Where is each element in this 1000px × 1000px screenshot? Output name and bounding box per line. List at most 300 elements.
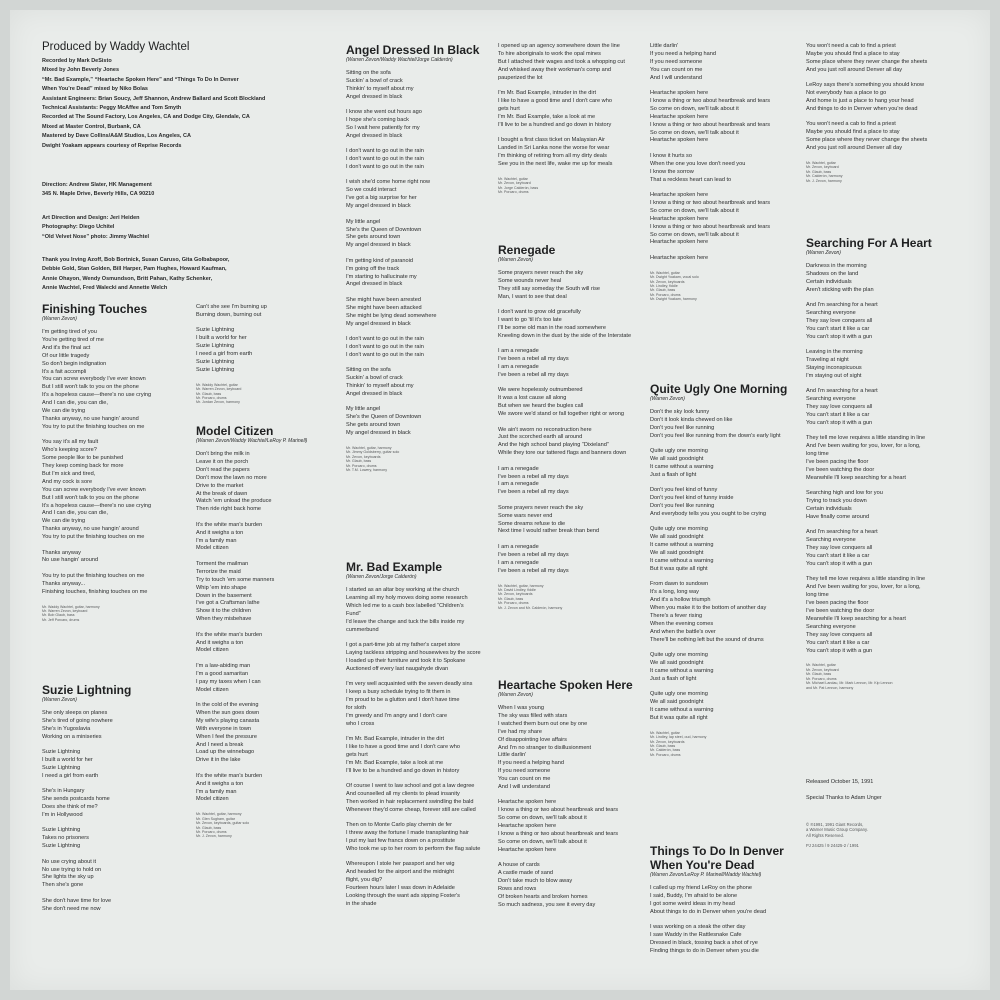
stanza-break — [650, 185, 800, 193]
lyric-line: Suzie Lightning — [196, 327, 235, 334]
lyric-line: Heartache spoken here — [498, 823, 557, 830]
lyric-line: Searching everyone — [806, 623, 856, 630]
lyric-line: Whenever they'd come cheap, forever still are called — [346, 806, 476, 813]
stanza-break — [42, 781, 172, 789]
lyric-line: It's a fait accompli — [42, 368, 87, 375]
credit-line: Thank you Irving Azoff, Bob Bortnick, Susan Caruso, Gita Golbabapoor, — [42, 257, 230, 263]
lyric-line: I know a thing or two about heartbreak and tears — [650, 223, 771, 230]
lyric-line: Meanwhile I'll keep searching for a heart — [806, 474, 906, 481]
lyric-line: Meanwhile I'll keep searching for a heart — [806, 615, 906, 622]
lyric-line: Then worked in hair replacement swindling the bald — [346, 798, 474, 805]
lyric-line: I am a renegade — [498, 465, 539, 472]
stanza-break — [806, 483, 976, 491]
lyric-line: Some prayers never reach the sky — [498, 504, 584, 511]
lyric-line: Some wounds never heal — [498, 277, 562, 284]
song-mr-bad-example — [346, 560, 496, 909]
musician-credit: Mr. Glaub, bass — [196, 391, 222, 396]
lyric-line: Model citizen — [196, 796, 229, 803]
lyric-line: Then ride right back home — [196, 506, 261, 513]
lyric-line: My angel dressed in black — [346, 430, 411, 437]
lyric-line: Down in the basement — [196, 592, 252, 599]
lyric-line: Little darlin' — [650, 43, 679, 49]
lyric-line: And it weighs a ton — [196, 780, 244, 787]
lyric-line: I am a renegade — [498, 364, 539, 371]
lyric-line: Heartache spoken here — [650, 192, 709, 198]
credit-line: “Mr. Bad Example,” “Heartache Spoken Here” and “Things To Do In Denver — [42, 76, 239, 83]
lyric-line: I've been pacing the floor — [806, 600, 869, 607]
lyric-line: My little angel — [346, 406, 381, 413]
musician-credit: Mr. Calderón, harmony — [806, 174, 843, 179]
catalog-number: PJ 24425 / 9 24425-2 / 1991 — [806, 843, 859, 849]
lyric-line: I'd leave the change and tuck the bills inside my — [346, 618, 465, 625]
musician-credit: Mr. Zevon, keyboard — [806, 667, 839, 672]
produced-by: Produced by Waddy Wachtel — [42, 41, 190, 53]
lyric-line: She's tired of going nowhere — [42, 717, 113, 724]
song-writers: (Warren Zevon) — [42, 697, 77, 703]
lyric-line: But when we heard the bugles call — [498, 403, 584, 410]
lyric-line: I know the sorrow — [650, 168, 694, 175]
lyric-line: But I still won't talk to you on the phone — [42, 384, 139, 391]
lyric-line: And the high school band playing “Dixieland” — [498, 442, 609, 449]
musician-credit: Mr. Warren Zevon, keyboard — [196, 387, 242, 392]
lyric-line: Maybe you should find a place to stay — [806, 50, 900, 57]
song-musicians — [196, 383, 314, 405]
lyric-line: Suzie Lightning — [42, 843, 81, 850]
song-musicians — [42, 605, 172, 623]
lyric-line: She's the Queen of Downtown — [346, 226, 422, 233]
lyric-sheet — [10, 10, 990, 990]
lyric-line: They say love conquers all — [806, 404, 873, 411]
lyric-line: I'll be some old man in the road somewhere — [498, 324, 607, 331]
lyric-line: Don't take much to blow away — [498, 878, 573, 885]
stanza-break — [346, 289, 496, 297]
stanza-break — [806, 428, 976, 436]
song-lyrics — [650, 409, 800, 723]
lyric-line: We were hopelessly outnumbered — [498, 387, 583, 394]
lyric-line: But I attached their wages and took a whopping cut — [498, 58, 625, 65]
musician-credit: Mr. Glen Sugham, guitar — [196, 816, 235, 821]
lyric-line: I am a renegade — [498, 559, 539, 566]
lyric-line: I'm Mr. Bad Example, take a look at me — [346, 759, 444, 766]
lyric-line: It's the white man's burden — [196, 772, 263, 779]
lyric-line: So come on down, we'll talk about it — [650, 207, 739, 214]
stanza-break — [806, 75, 976, 83]
lyric-line: I'm getting kind of paranoid — [346, 257, 413, 264]
lyric-line: Heartache spoken here — [650, 215, 709, 222]
lyric-line: And it's a hollow triumph — [650, 597, 711, 604]
musician-credit: Mr. Lindley, fiddle — [650, 283, 678, 288]
song-angel-dressed-in-black — [346, 43, 496, 472]
credits-thanks — [42, 256, 314, 294]
lyric-line: Don't you feel kind of funny inside — [650, 495, 734, 502]
lyric-line: It came without a warning — [650, 463, 714, 470]
lyric-line: Don't you feel like running — [650, 503, 715, 510]
lyric-line: I watched them burn out one by one — [498, 720, 588, 727]
musician-credit: a Warner Music Group Company. — [806, 827, 868, 833]
lyric-line: Angel dressed in black — [346, 281, 403, 288]
lyric-line: gets hurt — [498, 105, 520, 112]
musician-credit: Mr. Dwight Yoakam, harmony — [650, 297, 697, 302]
musician-credit: Mr. Glaub, bass — [806, 672, 832, 677]
musician-credit: Mr. Glaub, bass — [650, 744, 676, 749]
lyric-line: I'm greedy and I'm angry and I don't care — [346, 712, 448, 719]
lyric-line: Some wars never end — [498, 512, 553, 519]
lyric-line: I am a renegade — [498, 348, 539, 355]
lyric-line: Torment the mailman — [196, 560, 249, 567]
stanza-break — [346, 634, 496, 642]
lyric-line: Heartache spoken here — [650, 239, 709, 246]
lyric-line: Kneeling down in the dust by the side of the Interstate — [498, 332, 632, 339]
lyric-line: I don't want to grow old gracefully — [498, 309, 581, 316]
musician-credit: Mr. Zevon, keyboard — [498, 181, 531, 186]
stanza-break — [42, 565, 172, 573]
lyric-line: Watch 'em unload the produce — [196, 498, 272, 505]
lyric-line: I need a girl from earth — [42, 772, 99, 779]
lyric-line: And I'm no stranger to disillusionment — [498, 744, 592, 751]
lyric-line: You can screw everybody I've ever known — [42, 486, 146, 493]
musician-credit: All Rights Reserved. — [806, 832, 844, 838]
musician-credit: Mr. Porcaro, drums — [346, 463, 377, 468]
musician-credit: Mr. J. Zevon, harmony — [806, 178, 842, 183]
lyric-line: long time — [806, 451, 829, 458]
credit-line: Recorded by Mark DeSisto — [42, 58, 112, 64]
lyric-line: I've been a rebel all my days — [498, 567, 569, 574]
lyric-line: And it weighs a ton — [196, 639, 244, 646]
lyric-line: I know a thing or two about heartbreak and tears — [650, 121, 771, 128]
lyric-line: So come on down, we'll talk about it — [650, 105, 739, 112]
stanza-break — [650, 645, 800, 653]
lyric-line: And everybody tells you you ought to be crying — [650, 510, 766, 517]
credit-line: Mixed at Master Control, Burbank, CA — [42, 123, 141, 130]
lyric-line: I'll live to be a hundred and go down in history — [346, 767, 460, 774]
credit-line: Direction: Andrew Slater, HK Management — [42, 182, 152, 188]
lyric-line: And whisked away their workman's comp and — [498, 66, 611, 73]
lyric-line: Searching everyone — [806, 537, 856, 544]
lyric-line: We ain't sworn no reconstruction here — [498, 426, 592, 433]
lyric-line: gets hurt — [346, 751, 368, 758]
stanza-break — [196, 765, 314, 773]
lyric-line: We can die trying — [42, 518, 86, 525]
musician-credit: Mr. Glaub, bass — [346, 459, 372, 464]
lyric-line: I've had my share — [498, 728, 542, 735]
stanza-break — [196, 553, 314, 561]
song-musicians — [196, 812, 314, 838]
lyric-line: No use hangin' around — [42, 557, 99, 564]
lyric-line: I threw away the fortune I made transplanting hair — [346, 830, 469, 837]
stanza-break — [346, 854, 496, 862]
lyric-line: Can't she see I'm burning up — [196, 304, 267, 310]
stanza-break — [806, 381, 976, 389]
musician-credit: Mr. Waddy Wachtel, guitar, harmony — [42, 604, 100, 609]
lyric-line: And you just roll around Denver all day — [806, 144, 903, 151]
musician-credit: Mr. Lindley, lap steel, oud, harmony — [650, 735, 707, 740]
lyric-line: I'm very well acquainted with the seven deadly sins — [346, 681, 473, 688]
song-lyrics — [650, 43, 800, 263]
lyric-line: So don't begin indignation — [42, 360, 107, 367]
lyric-line: I've got a Craftsman lathe — [196, 600, 260, 607]
lyric-line: Then she's gone — [42, 882, 84, 889]
lyric-line: You won't need a cab to find a priest — [806, 43, 896, 49]
stanza-break — [650, 247, 800, 255]
song-lyrics — [346, 70, 496, 438]
stanza-break — [650, 917, 800, 925]
stanza-break — [498, 419, 648, 427]
lyric-line: From dawn to sundown — [650, 581, 709, 588]
lyric-line: Staying inconspicuous — [806, 364, 862, 371]
stanza-break — [346, 250, 496, 258]
lyric-line: Does she think of me? — [42, 804, 98, 811]
lyric-line: Have finally come around — [806, 513, 870, 520]
song-title: Quite Ugly One Morning — [650, 382, 788, 396]
lyric-line: If you need someone — [650, 58, 703, 65]
lyric-line: Thanks anyway, no use hangin' around — [42, 526, 139, 533]
lyric-line: Leaving in the morning — [806, 349, 863, 356]
lyric-line: And my cock is sore — [42, 478, 93, 485]
stanza-break — [42, 890, 172, 898]
lyric-line: I opened up an agency somewhere down the line — [498, 43, 620, 49]
lyric-line: Takes no prisoners — [42, 835, 89, 842]
lyric-line: Certain individuals — [806, 506, 852, 513]
musician-credit: Mr. Jordan Zevon, harmony — [196, 400, 240, 405]
musician-credit: Mr. Wachtel, guitar — [806, 663, 836, 668]
lyric-line: I'll live to be a hundred and go down in history — [498, 121, 612, 128]
lyric-line: Suckin' a bowl of crack — [346, 77, 403, 84]
stanza-break — [806, 114, 976, 122]
lyric-line: A castle made of sand — [498, 870, 554, 877]
song-writers: (Warren Zevon/Jorge Calderón) — [346, 574, 417, 580]
musician-credit: Mr. Glaub, bass — [650, 288, 676, 293]
lyric-line: There'll be nothing left but the sound of drums — [650, 636, 764, 643]
lyric-line: She don't have time for love — [42, 897, 112, 904]
lyric-line: I know she went out hours ago — [346, 109, 422, 116]
lyric-line: If you need someone — [498, 768, 551, 775]
stanza-break — [498, 302, 648, 310]
lyric-line: Heartache spoken here — [498, 799, 557, 806]
stanza-break — [650, 574, 800, 582]
lyric-line: Looking through the want ads sipping Foster's — [346, 892, 460, 899]
lyric-line: Searching everyone — [806, 396, 856, 403]
musician-credit: Mr. Jorge Calderón, bass — [498, 185, 539, 190]
lyric-line: You won't need a cab to find a priest — [806, 121, 896, 128]
lyric-line: You can count on me — [650, 66, 703, 73]
lyric-line: They say love conquers all — [806, 317, 873, 324]
song-lyrics — [196, 304, 314, 375]
lyric-line: When I was young — [498, 705, 545, 711]
stanza-break — [346, 729, 496, 737]
stanza-break — [498, 458, 648, 466]
lyric-line: pauperized the lot — [498, 74, 543, 81]
lyric-line: They tell me love requires a little standing in line — [806, 435, 926, 442]
lyric-line: I've been a rebel all my days — [498, 356, 569, 363]
lyric-line: I don't want to go out in the rain — [346, 351, 424, 358]
lyric-line: Thinkin' to myself about my — [346, 85, 414, 92]
lyric-line: We all said goodnight — [650, 456, 704, 463]
lyric-line: When you make it to the bottom of another day — [650, 605, 767, 612]
musician-credit: Mr. J. Zevon and Mr. Calderón, harmony — [498, 605, 563, 610]
musician-credit: Mr. Porcaro, drums — [498, 601, 529, 606]
lyric-line: So come on down, we'll talk about it — [650, 129, 739, 136]
column-3 — [498, 10, 648, 990]
stanza-break — [498, 130, 648, 138]
song-title: Searching For A Heart — [806, 236, 932, 250]
lyric-line: She sends postcards home — [42, 796, 110, 803]
lyric-line: I am a renegade — [498, 543, 539, 550]
credit-line: 345 N. Maple Drive, Beverly Hills, CA 90210 — [42, 191, 155, 198]
lyric-line: Heartache spoken here — [650, 254, 709, 261]
lyric-line: Sitting on the sofa — [346, 367, 391, 374]
lyric-line: I said, Buddy, I'm afraid to be alone — [650, 892, 738, 899]
stanza-break — [650, 145, 800, 153]
lyric-line: Quite ugly one morning — [650, 448, 708, 455]
stanza-break — [346, 328, 496, 336]
lyric-line: We swore we'd stand or fall together right or wrong — [498, 411, 624, 418]
lyric-line: She's the Queen of Downtown — [346, 414, 422, 421]
lyric-line: Finding things to do in Denver when you die — [650, 947, 759, 954]
lyric-line: You can't stop it with a gun — [806, 647, 873, 654]
song-things-to-do-in-denver — [650, 844, 800, 956]
lyric-line: Angel dressed in black — [346, 93, 403, 100]
song-lyrics — [196, 451, 314, 804]
lyric-line: long time — [806, 592, 829, 599]
lyric-line: She gets around town — [346, 234, 401, 241]
lyric-line: Whereupon I stole her passport and her wig — [346, 861, 455, 868]
credit-line: Annie Ohayon, Wendy Osmundson, Britt Pahan, Kathy Schenker, — [42, 275, 213, 282]
song-lyrics — [42, 710, 172, 914]
lyric-line: My angel dressed in black — [346, 320, 411, 327]
lyric-line: Just the scorched earth all around — [498, 434, 583, 441]
lyric-line: Drive it in the lake — [196, 757, 241, 764]
lyric-line: Quite ugly one morning — [650, 652, 708, 659]
musician-credit: Mr. Wachtel, guitar — [498, 176, 528, 181]
song-title: Heartache Spoken Here — [498, 678, 633, 692]
musician-credit: Mr. Wachtel, guitar — [650, 730, 680, 735]
musician-credit: Mr. Bob Glaub, bass — [42, 613, 75, 618]
lyric-line: I know a thing or two about heartbreak and tears — [498, 807, 619, 814]
lyric-line: I like to have a good time and I don't care who — [498, 97, 612, 104]
musician-credit: Mr. Wachtel, guitar, harmony — [346, 445, 392, 450]
lyric-line: I wish she'd come home right now — [346, 179, 431, 186]
musician-credit: © ℗1991, 1991 Giant Records, — [806, 822, 864, 827]
lyric-line: My angel dressed in black — [346, 203, 411, 210]
lyric-line: Maybe you should find a place to stay — [806, 129, 900, 136]
lyric-line: They say love conquers all — [806, 631, 873, 638]
musician-credit: Mr. Dwight Yoakam, vocal solo — [650, 275, 699, 280]
lyric-line: But it was quite all right — [650, 714, 708, 721]
lyric-line: And I will understand — [498, 784, 550, 791]
lyric-line: Some dreams refuse to die — [498, 520, 566, 527]
lyric-line: I've been pacing the floor — [806, 459, 869, 466]
lyric-line: Leave it on the porch — [196, 458, 249, 465]
lyric-line: When the one you love don't need you — [650, 160, 746, 167]
stanza-break — [806, 522, 976, 530]
song-title-line-1: Things To Do In Denver — [650, 844, 784, 858]
lyric-line: You can't stop it with a gun — [806, 419, 873, 426]
lyric-line: Thanks anyway — [42, 549, 81, 556]
lyric-line: And when the battle's over — [650, 628, 716, 635]
musician-credit: Mr. Wachtel, guitar — [806, 160, 836, 165]
lyric-line: Suckin' a bowl of crack — [346, 375, 403, 382]
lyric-line: No use crying about it — [42, 858, 97, 865]
stanza-break — [346, 141, 496, 149]
lyric-line: And I'm searching for a heart — [806, 529, 878, 536]
lyric-line: We all said goodnight — [650, 550, 704, 557]
lyric-line: Dressed in black, tossing back a shot of rye — [650, 939, 758, 946]
lyric-line: Some prayers never reach the sky — [498, 270, 584, 276]
lyric-line: I'm thinking of retiring from all my dirty deals — [498, 152, 607, 159]
credit-line: Art Direction and Design: Jeri Heiden — [42, 215, 140, 221]
lyric-line: I've been a rebel all my days — [498, 551, 569, 558]
song-musicians — [806, 663, 976, 689]
lyric-line: They still say someday the South will rise — [498, 285, 600, 292]
lyric-line: We all said goodnight — [650, 699, 704, 706]
lyric-line: Don't mow the lawn no more — [196, 474, 267, 481]
lyric-line: You try to put the finishing touches on me — [42, 423, 145, 430]
lyric-line: We all said goodnight — [650, 534, 704, 541]
lyric-line: If you need a helping hand — [650, 50, 716, 57]
lyric-line: I hope she's coming back — [346, 117, 409, 124]
lyric-line: So come on down, we'll talk about it — [498, 839, 587, 845]
credit-line: Annie Wachtel, Fred Walecki and Annette Welch — [42, 285, 168, 292]
musician-credit: Mr. Porcaro, drums — [650, 292, 681, 297]
song-musicians — [650, 271, 800, 302]
lyric-line: I'm going off the track — [346, 265, 400, 272]
lyric-line: And I can die, you can die, — [42, 400, 108, 407]
lyric-line: Don't bring the milk in — [196, 451, 250, 457]
lyric-line: You can't stop it with a gun — [806, 561, 873, 567]
lyric-line: I know a thing or two about heartbreak and tears — [650, 97, 771, 104]
lyric-line: Don't the sky look funny — [650, 409, 710, 415]
musician-credit: Mr. Porcaro, drums — [196, 395, 227, 400]
lyric-line: I like to have a good time and I don't care who — [346, 743, 460, 750]
lyric-line: I want to go 'til it's too late — [498, 317, 562, 324]
lyric-line: I'm a family man — [196, 537, 237, 544]
song-writers: (Warren Zevon) — [498, 692, 533, 698]
musician-credit: Mr. Porcaro, drums — [806, 676, 837, 681]
lyric-line: Of broken hearts and broken homes — [498, 893, 588, 900]
credit-line: Mixed by John Beverly Jones — [42, 67, 120, 74]
stanza-break — [498, 536, 648, 544]
song-lyrics — [498, 270, 648, 576]
lyric-line: I'm in Hollywood — [42, 811, 83, 818]
lyric-line: And I will understand — [650, 74, 702, 81]
lyric-line: Terrorize the maid — [196, 568, 241, 575]
column-4 — [650, 10, 800, 990]
lyric-line: Fund” — [346, 610, 361, 617]
song-title: Mr. Bad Example — [346, 560, 443, 574]
stanza-break — [346, 172, 496, 180]
lyric-line: for sloth — [346, 704, 366, 711]
lyric-line: Rows and rows — [498, 886, 537, 893]
lyric-line: Some place where they never change the sheets — [806, 137, 928, 144]
lyric-line: Little darlin' — [498, 752, 527, 759]
lyric-line: Load up the winnebago — [196, 749, 255, 756]
lyric-line: Fourteen hours later I was down in Adelaide — [346, 885, 455, 891]
musician-credit: Mr. Calderón, bass — [650, 748, 681, 753]
stanza-break — [42, 851, 172, 859]
lyric-line: Model citizen — [196, 545, 229, 552]
lyric-line: Model citizen — [196, 647, 229, 654]
song-musicians — [806, 161, 976, 183]
stanza-break — [42, 820, 172, 828]
lyric-line: I don't want to go out in the rain — [346, 335, 424, 342]
lyric-line: I don't want to go out in the rain — [346, 156, 424, 163]
lyric-line: She might be lying dead somewhere — [346, 312, 437, 319]
song-title: Suzie Lightning — [42, 683, 132, 697]
lyric-line: cummerbund — [346, 626, 379, 633]
stanza-break — [806, 342, 976, 350]
lyric-line: While they tore our tattered flags and banners down — [498, 450, 627, 457]
lyric-line: Of disappointing love affairs — [498, 736, 567, 743]
